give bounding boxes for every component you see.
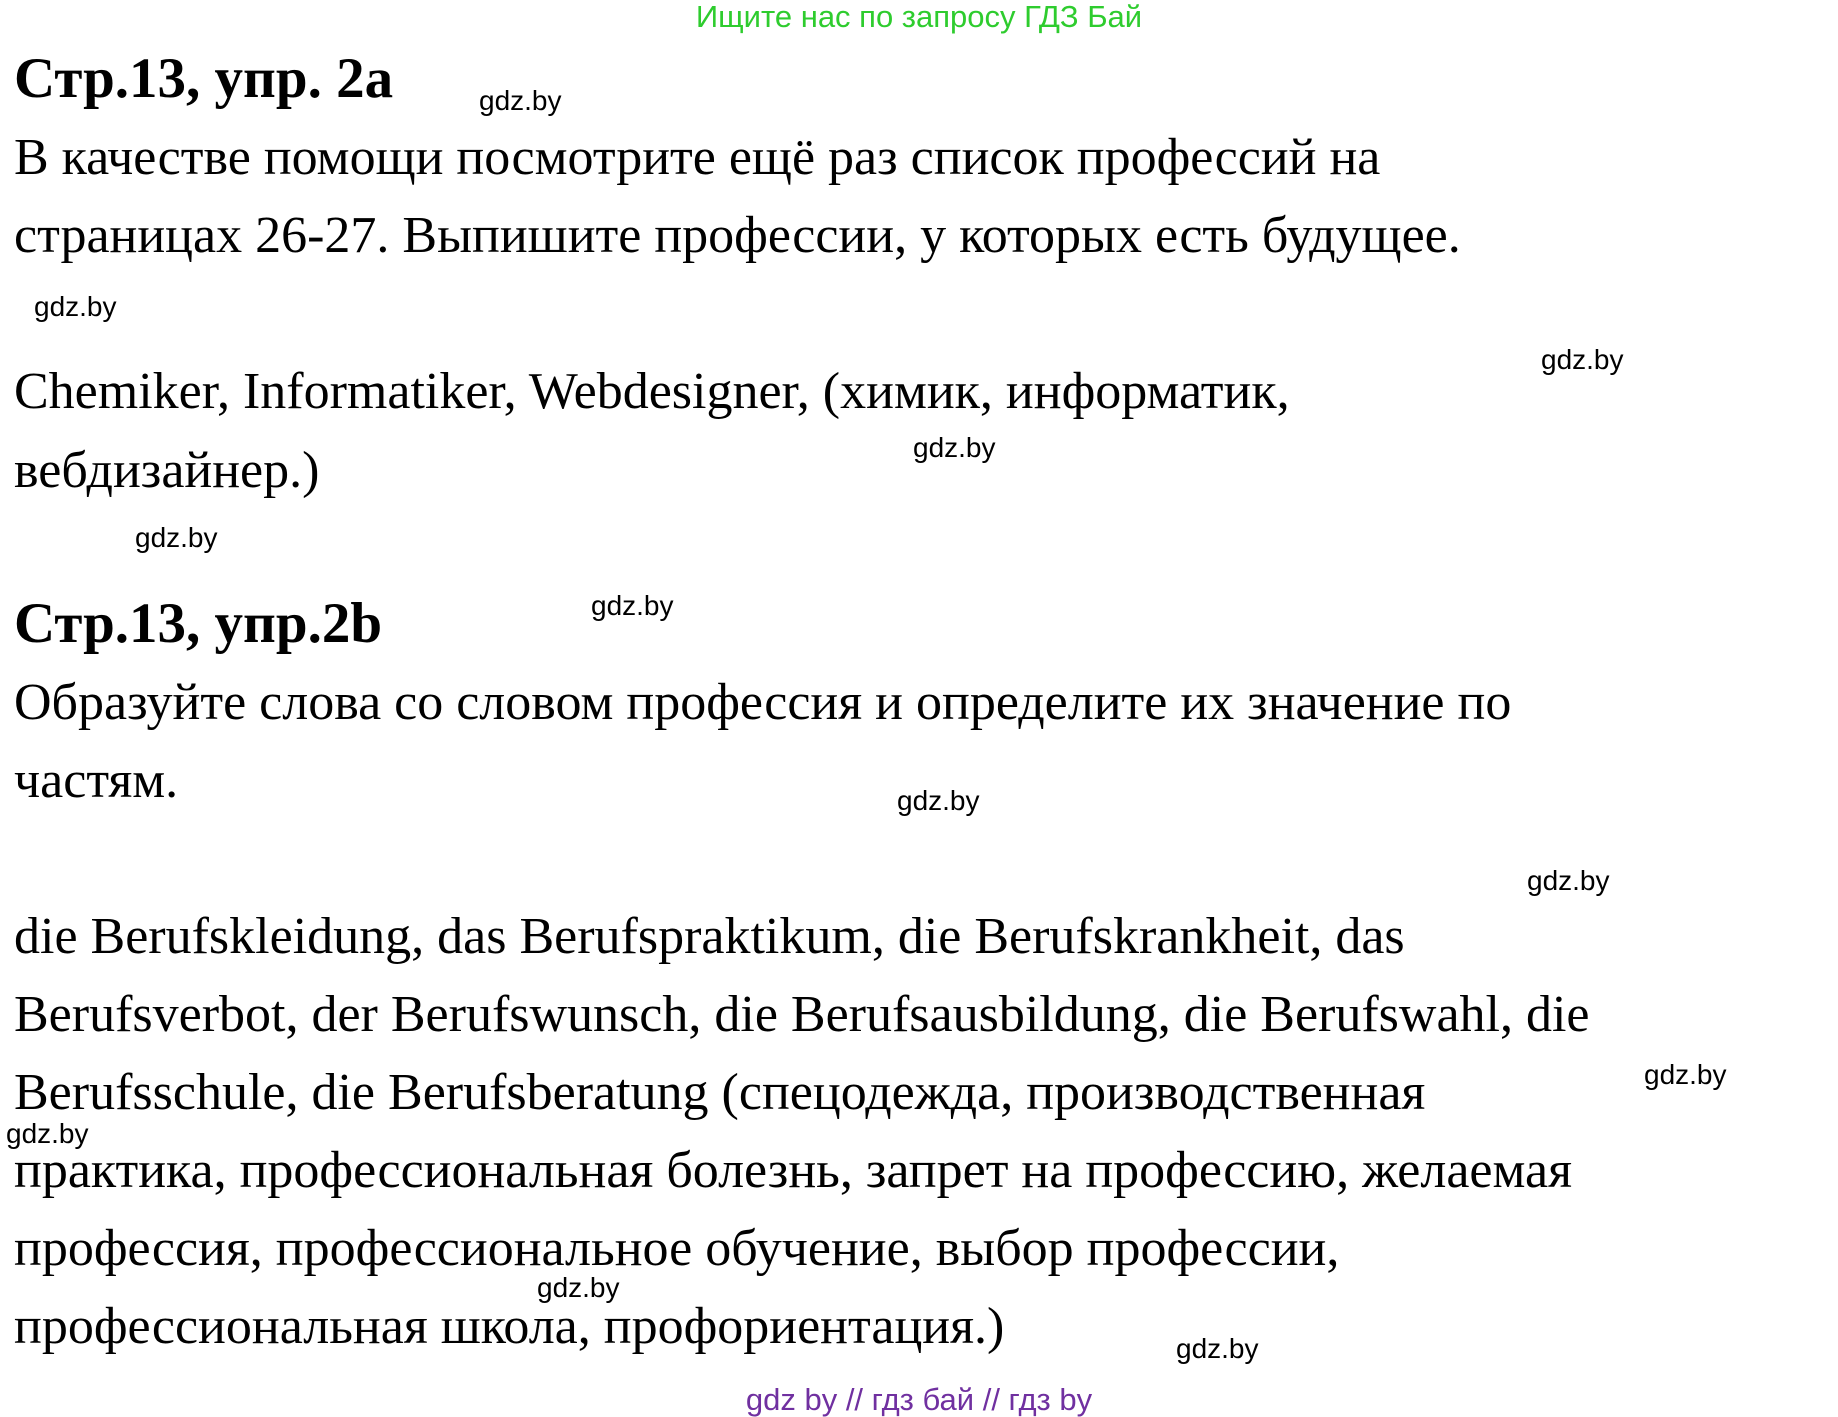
section-a-heading: Стр.13, упр. 2а <box>14 47 394 110</box>
section-b-answer-line-2: Berufsverbot, der Berufswunsch, die Berufsausbildung, die Berufswahl, die <box>14 986 1590 1043</box>
section-b-task-line-1: Образуйте слова со словом профессия и определите их значение по <box>14 674 1512 731</box>
watermark: gdz.by <box>135 522 218 553</box>
watermark: gdz.by <box>1527 865 1610 896</box>
section-a-answer-line-2: вебдизайнер.) <box>14 442 320 499</box>
watermark: gdz.by <box>537 1272 620 1303</box>
section-b-answer-line-1: die Berufskleidung, das Berufspraktikum, die Berufskrankheit, das <box>14 908 1405 965</box>
footer-links[interactable]: gdz by // гдз бай // гдз by <box>745 1382 1093 1417</box>
section-b-task-line-2: частям. <box>14 752 179 809</box>
section-a-task-line-1: В качестве помощи посмотрите ещё раз список профессий на <box>14 129 1381 186</box>
watermark: gdz.by <box>913 432 996 463</box>
section-b-answer-line-6: профессиональная школа, профориентация.) <box>14 1298 1005 1355</box>
section-b-answer-line-5: профессия, профессиональное обучение, выбор профессии, <box>14 1220 1340 1277</box>
watermark: gdz.by <box>34 291 117 322</box>
section-a-task-line-2: страницах 26-27. Выпишите профессии, у которых есть будущее. <box>14 207 1461 264</box>
top-banner[interactable]: Ищите нас по запросу ГДЗ Бай <box>695 0 1143 34</box>
section-a-answer-line-1: Chemiker, Informatiker, Webdesigner, (химик, информатик, <box>14 363 1290 420</box>
watermark: gdz.by <box>1644 1059 1727 1090</box>
watermark: gdz.by <box>1176 1333 1259 1364</box>
watermark: gdz.by <box>6 1118 89 1149</box>
watermark: gdz.by <box>897 785 980 816</box>
watermark: gdz.by <box>1541 344 1624 375</box>
section-b-answer-line-4: практика, профессиональная болезнь, запрет на профессию, желаемая <box>14 1142 1573 1199</box>
section-b-heading: Стр.13, упр.2b <box>14 592 383 655</box>
watermark: gdz.by <box>591 590 674 621</box>
watermark: gdz.by <box>479 85 562 116</box>
section-b-answer-line-3: Berufsschule, die Berufsberatung (спецодежда, производственная <box>14 1064 1426 1121</box>
